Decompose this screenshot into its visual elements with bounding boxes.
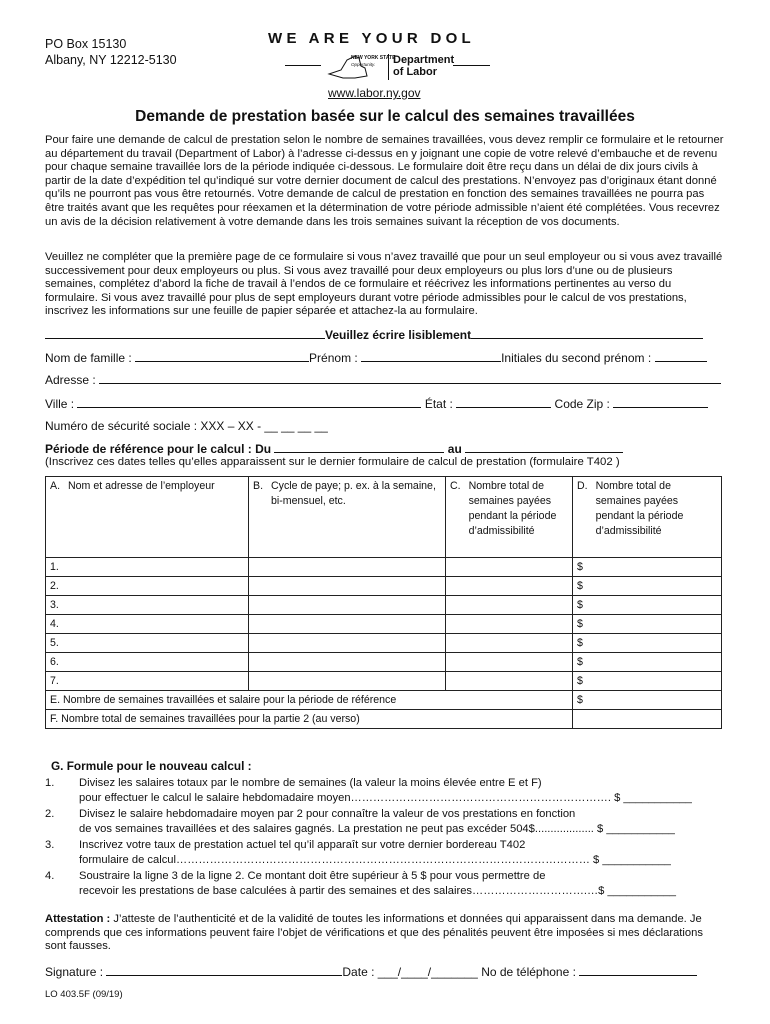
middle-initial-label: Initiales du second prénom : [501,351,652,365]
formula-item: 1. Divisez les salaires totaux par le nombre de semaines (la valeur la moins élevée entre E et F) pour effectuer le calcul le salaire hebdomadaire moyen……………………………………………………………. $ ___________ [45,776,725,807]
zip-label: Code Zip : [554,397,610,411]
form-title: Demande de prestation basée sur le calcul des semaines travaillées [135,108,635,125]
employer-cell[interactable]: 1. [46,558,249,577]
formula-item: 3. Inscrivez votre taux de prestation actuel tel qu’il apparaît sur votre dernier bordereau T402 formulaire de calcul………………………………………………………………………………………………… $ ___________ [45,838,725,869]
phone-input[interactable] [579,964,697,976]
last-name-label: Nom de famille : [45,351,132,365]
weeks-cell[interactable] [446,672,573,691]
wages-cell[interactable]: $ [573,634,722,653]
header-employer: A. Nom et adresse de l’employeur [46,477,249,558]
weeks-cell[interactable] [446,577,573,596]
weeks-cell[interactable] [446,596,573,615]
table-row [46,672,722,691]
formula-item-4-line-1: Soustraire la ligne 3 de la ligne 2. Ce montant doit être supérieur à 5 $ pour vous permettre de [79,869,546,882]
last-name-input[interactable] [135,350,309,362]
logo-department [393,54,454,78]
date-label: Date : [342,965,375,979]
weeks-cell[interactable] [446,653,573,672]
wages-cell[interactable]: $ [573,577,722,596]
table-row [46,596,722,615]
formula-item-1-line-1: Divisez les salaires totaux par le nombre de semaines (la valeur la moins élevée entre E et F) [79,776,542,789]
date-input[interactable]: ___/____/_______ [377,965,478,979]
weeks-cell[interactable] [446,558,573,577]
address-line-2: Albany, NY 12212-5130 [45,53,177,67]
pay-cycle-cell[interactable] [249,653,446,672]
address-label: Adresse : [45,373,96,387]
logo-opportunity-text: Opportunity. [351,62,376,67]
formula-item-1-line-2[interactable]: pour effectuer le calcul le salaire hebdomadaire moyen……………………………………………………………. $ ___________ [79,792,692,804]
weeks-cell[interactable] [446,634,573,653]
reference-period-note: (Inscrivez ces dates telles qu’elles apparaissent sur le dernier formulaire de calcul de prestation (formulaire T402 ) [45,456,620,468]
first-name-label: Prénom : [309,351,358,365]
nys-dol-logo [285,52,490,82]
employer-instructions: Veuillez ne compléter que la première page de ce formulaire si vous n’avez travaillé que pour un seul employeur ou si vous avez travaillé successivement pour deux employeurs ou plus. Si vous avez travaillé pour deux employeurs ou plus lors d’une ou de plusieurs semaines, complétez d’abord la fiche de travail à l’endos de ce formulaire et réécrivez les informations pertinentes au verso du formulaire. Si vous avez travaillé pour plus de sept employeurs durant votre période admissibles pour le calcul de vos prestations, inscrivez les informations sur une feuille de papier séparée et attachez-la au formulaire. [45,251,723,318]
city-input[interactable] [77,396,421,408]
wages-cell[interactable]: $ [573,615,722,634]
wages-cell[interactable]: $ [573,653,722,672]
reference-to-input[interactable] [465,441,623,453]
state-input[interactable] [456,396,551,408]
pay-cycle-cell[interactable] [249,596,446,615]
address-input[interactable] [99,372,721,384]
slogan: WE ARE YOUR DOL [268,30,476,47]
formula-title: G. Formule pour le nouveau calcul : [51,759,252,773]
ssn-field[interactable]: Numéro de sécurité sociale : XXX – XX - __ __ __ __ [45,419,328,433]
pay-cycle-cell[interactable] [249,672,446,691]
formula-item-2-line-2[interactable]: de vos semaines travaillées et des salaires gagnés. La prestation ne peut pas excéder 504$................... $ ___________ [79,823,675,835]
table-row [46,615,722,634]
total-row-e [46,691,722,710]
formula-item-3-line-1: Inscrivez votre taux de prestation actuel tel qu’il apparaît sur votre dernier bordereau T402 [79,838,526,851]
table-row [46,653,722,672]
pay-cycle-cell[interactable] [249,577,446,596]
employer-table [45,476,722,729]
wages-cell[interactable]: $ [573,672,722,691]
row-f-cell[interactable] [573,710,722,729]
employer-cell[interactable]: 7. [46,672,249,691]
signature-input[interactable] [106,964,342,976]
website-link[interactable]: www.labor.ny.gov [328,86,421,100]
header-weeks-paid-d: D. Nombre total de semaines payées pendant la période d’admissibilité [573,477,722,558]
name-row [45,350,707,365]
mailing-address [45,36,177,68]
wages-cell[interactable]: $ [573,558,722,577]
table-row [46,634,722,653]
pay-cycle-cell[interactable] [249,634,446,653]
logo-department-line-2: of Labor [393,66,437,78]
reference-to-label: au [447,442,462,456]
state-label: État : [424,397,453,411]
address-line-1: PO Box 15130 [45,37,127,51]
form-number: LO 403.5F (09/19) [45,989,123,1000]
reference-period-row [45,441,623,456]
pay-cycle-cell[interactable] [249,558,446,577]
row-f-label: F. Nombre total de semaines travaillées pour la partie 2 (au verso) [46,710,573,729]
employer-cell[interactable]: 5. [46,634,249,653]
city-row [45,396,708,411]
formula-item-2-line-1: Divisez le salaire hebdomadaire moyen par 2 pour connaître la valeur de vos prestations en fonction [79,807,576,820]
reference-from-input[interactable] [274,441,444,453]
table-row [46,558,722,577]
formula-section [45,759,725,900]
header-pay-cycle: B. Cycle de paye; p. ex. à la semaine, bi-mensuel, etc. [249,477,446,558]
logo-department-line-1: Department [393,54,455,66]
row-e-wages-cell[interactable]: $ [573,691,722,710]
header-weeks-paid: C. Nombre total de semaines payées pendant la période d’admissibilité [446,477,573,558]
row-e-label: E. Nombre de semaines travaillées et salaire pour la période de référence [46,691,573,710]
middle-initial-input[interactable] [655,350,707,362]
reference-period-label: Période de référence pour le calcul : Du [45,442,272,456]
print-legibly-banner [45,327,703,342]
employer-cell[interactable]: 4. [46,615,249,634]
table-row [46,577,722,596]
attestation [45,913,725,954]
formula-item: 4. Soustraire la ligne 3 de la ligne 2. Ce montant doit être supérieur à 5 $ pour vous permettre de recevoir les prestations de base calculées à partir des semaines et des salaires………………………….…$ ___________ [45,869,725,900]
attestation-text: J’atteste de l’authenticité et de la validité de toutes les informations et données qui apparaissent dans ma demande. Je comprends que ces informations peuvent faire l’objet de vérifications et que des pénalités peuvent être imposées si mes déclarations sont fausses. [45,913,703,953]
phone-label: No de téléphone : [481,965,576,979]
formula-item: 2. Divisez le salaire hebdomadaire moyen par 2 pour connaître la valeur de vos prestations en fonction de vos semaines travaillées et des salaires gagnés. La prestation ne peut pas excéder 504$................... $ ___________ [45,807,725,838]
first-name-input[interactable] [361,350,501,362]
formula-item-3-line-2[interactable]: formulaire de calcul………………………………………………………………………………………………… $ ___________ [79,854,671,866]
table-header-row [46,477,722,558]
weeks-cell[interactable] [446,615,573,634]
attestation-label: Attestation : [45,913,111,925]
pay-cycle-cell[interactable] [249,615,446,634]
intro-paragraph: Pour faire une demande de calcul de prestation selon le nombre de semaines travaillées, vous devez remplir ce formulaire et le retourner au département du travail (Department of Labor) à l’adresse ci-dessus en y joignant une copie de votre relevé d’embauche et de revenu pour chaque semaine travaillée lors de la période indiquée ci-dessous. Le formulaire doit être reçu dans un délai de dix jours civils à partir de la date d’expédition tel qu’indiqué sur votre dernier document de calcul des prestations. N’envoyez pas d’originaux étant donné qu’ils ne pourront pas vous être retournés. Votre demande de calcul de prestation en fonction des semaines travaillées ne pourra pas être traités avant que les requêtes pour réexamen et la détermination de votre période admissible n’aient été complétées. Vous recevrez un avis de la décision relativement à votre demande dans les trois semaines suivant la réception de vos documents. [45,134,724,228]
employer-cell[interactable]: 3. [46,596,249,615]
signature-label: Signature : [45,965,104,979]
employer-cell[interactable]: 6. [46,653,249,672]
formula-item-4-line-2[interactable]: recevoir les prestations de base calculées à partir des semaines et des salaires………………………….…$ ___________ [79,885,676,897]
signature-row [45,964,697,979]
zip-input[interactable] [613,396,708,408]
employer-cell[interactable]: 2. [46,577,249,596]
total-row-f [46,710,722,729]
logo-state-text: NEW YORK STATE [351,55,396,61]
city-label: Ville : [45,397,75,411]
address-row [45,372,721,387]
print-legibly-text: Veuillez écrire lisiblement [325,328,472,342]
wages-cell[interactable]: $ [573,596,722,615]
